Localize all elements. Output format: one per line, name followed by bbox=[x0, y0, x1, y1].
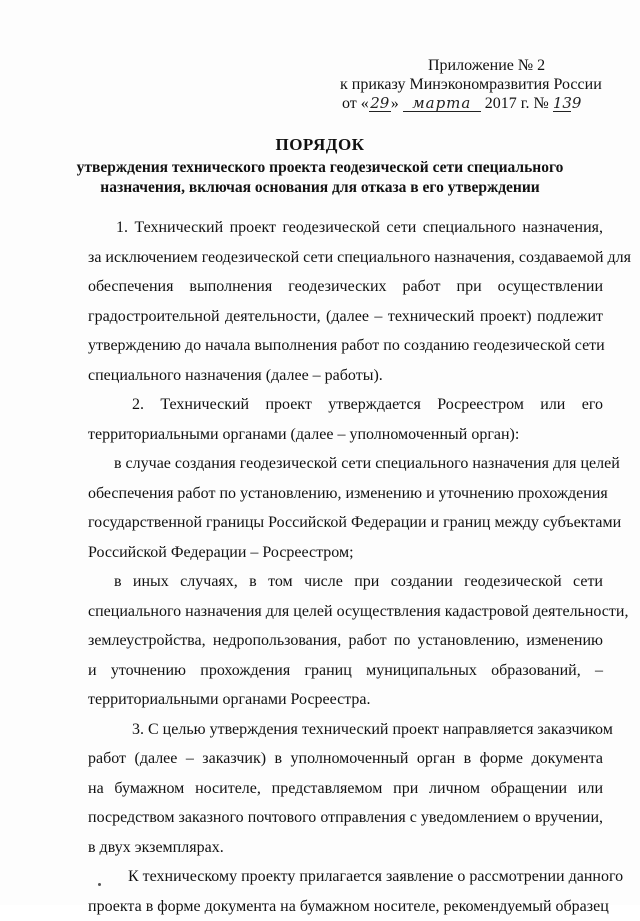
paragraph-line: территориальными органами Росреестра. bbox=[88, 685, 603, 715]
paragraph-line: 1. Технический проект геодезической сети специального назначения, bbox=[88, 213, 603, 243]
paragraph-line: государственной границы Российской Федерации и границ между субъектами bbox=[88, 508, 603, 538]
paragraph-line: в случае создания геодезической сети специального назначения для целей bbox=[88, 449, 603, 479]
paragraph-line: землеустройства, недропользования, работ по установлению, изменению bbox=[88, 626, 603, 656]
date-year: 2017 г. № bbox=[485, 95, 549, 112]
date-prefix: от « bbox=[342, 95, 369, 112]
paragraph-line: Российской Федерации – Росреестром; bbox=[88, 538, 603, 568]
subtitle-line: назначения, включая основания для отказа в его утверждении bbox=[0, 178, 640, 198]
paragraph-line: территориальными органами (далее – уполномоченный орган): bbox=[88, 420, 603, 450]
appendix-order-reference: к приказу Минэкономразвития России bbox=[340, 75, 610, 94]
paragraph-line: обеспечения работ по установлению, изменению и уточнению прохождения bbox=[88, 479, 603, 509]
paragraph-line: обеспечения выполнения геодезических работ при осуществлении bbox=[88, 272, 603, 302]
scan-speck bbox=[98, 883, 101, 886]
handwritten-order-number: 139 bbox=[553, 96, 571, 112]
handwritten-month: марта bbox=[403, 96, 481, 112]
paragraph-line: и уточнению прохождения границ муниципальных образований, – bbox=[88, 656, 603, 686]
paragraph-line: за исключением геодезической сети специального назначения, создаваемой для bbox=[88, 243, 603, 273]
paragraph-line: в иных случаях, в том числе при создании геодезической сети bbox=[88, 567, 603, 597]
paragraph-line: специального назначения для целей осуществления кадастровой деятельности, bbox=[88, 597, 603, 627]
handwritten-day: 29 bbox=[369, 96, 391, 112]
document-subtitle bbox=[0, 158, 640, 198]
paragraph-line: 3. С целью утверждения технический проект направляется заказчиком bbox=[88, 715, 603, 745]
appendix-date-line bbox=[340, 94, 610, 113]
document-title: ПОРЯДОК bbox=[0, 135, 640, 155]
document-body bbox=[88, 213, 603, 921]
paragraph-line: в двух экземплярах. bbox=[88, 833, 603, 863]
paragraph-line: 2. Технический проект утверждается Росреестром или его bbox=[88, 390, 603, 420]
paragraph-line: специального назначения (далее – работы). bbox=[88, 361, 603, 391]
appendix-number: Приложение № 2 bbox=[340, 56, 610, 75]
paragraph-line: на бумажном носителе, представляемом при личном обращении или bbox=[88, 774, 603, 804]
subtitle-line: утверждения технического проекта геодезической сети специального bbox=[0, 158, 640, 178]
appendix-header bbox=[340, 56, 610, 113]
paragraph-line: проекта в форме документа на бумажном носителе, рекомендуемый образец bbox=[88, 892, 603, 921]
date-close-quote: » bbox=[391, 95, 399, 112]
paragraph-line: работ (далее – заказчик) в уполномоченный орган в форме документа bbox=[88, 744, 603, 774]
paragraph-line: К техническому проекту прилагается заявление о рассмотрении данного bbox=[88, 862, 603, 892]
paragraph-line: градостроительной деятельности, (далее – технический проект) подлежит bbox=[88, 302, 603, 332]
paragraph-line: утверждению до начала выполнения работ по созданию геодезической сети bbox=[88, 331, 603, 361]
paragraph-line: посредством заказного почтового отправления с уведомлением о вручении, bbox=[88, 803, 603, 833]
